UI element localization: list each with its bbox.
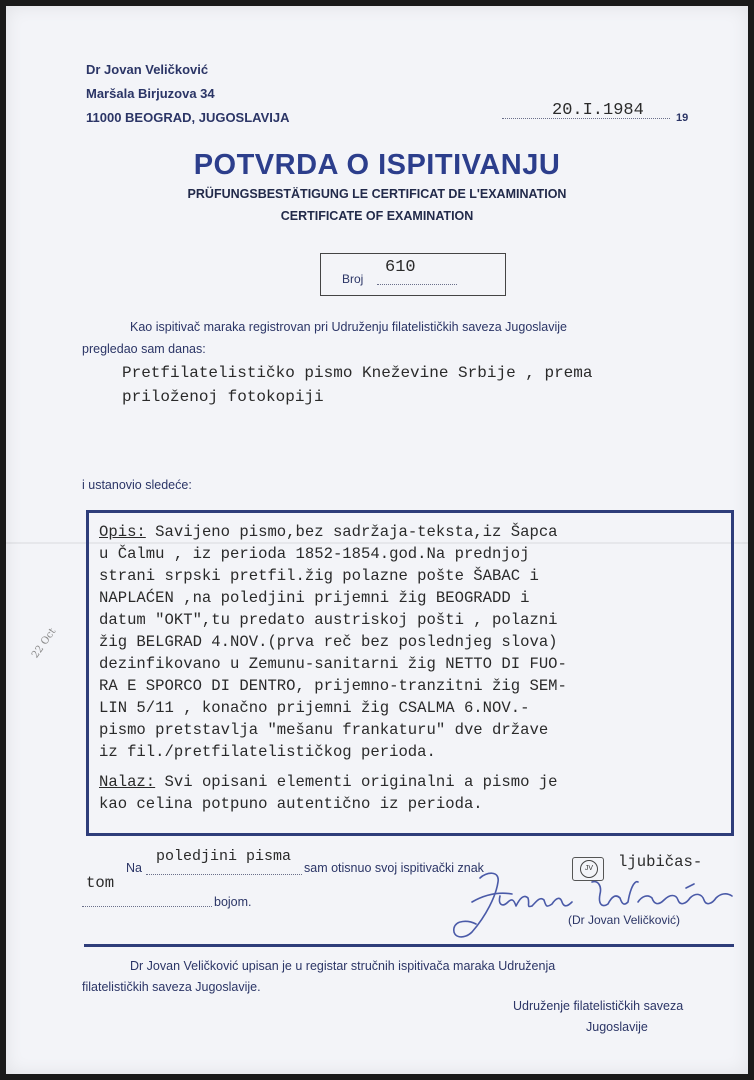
opis-line: pismo pretstavlja "mešanu frankaturu" dve države (99, 721, 549, 739)
sender-name: Dr Jovan Veličković (86, 62, 209, 77)
certificate-number-value: 610 (385, 258, 416, 277)
stamp-color-2: tom (86, 874, 115, 892)
stamp-place-value: poledjini pisma (156, 848, 292, 865)
nalaz-label: Nalaz: (99, 773, 156, 791)
item-line-1: Pretfilatelističko pismo Kneževine Srbije , prema (122, 364, 593, 382)
bojom-label: bojom. (214, 895, 252, 909)
description-box (86, 510, 734, 836)
opis-line: NAPLAĆEN ,na poledjini prijemni žig BEOGRADD i (99, 589, 530, 607)
item-line-2: priloženoj fotokopiji (122, 388, 324, 406)
certificate-page (6, 6, 748, 1074)
footer-org-line-1: Udruženje filatelističkih saveza (513, 999, 684, 1013)
handwritten-signature (442, 864, 742, 944)
stamp-place-dotted-line (146, 874, 302, 875)
certificate-subtitle-english: CERTIFICATE OF EXAMINATION (280, 209, 474, 223)
opis-line: datum "OKT",tu predato austriskoj pošti , polazni (99, 611, 558, 629)
opis-line: žig BELGRAD 4.NOV.(prva reč bez poslednjeg slova) (99, 633, 558, 651)
footer-divider (84, 944, 734, 947)
stamp-text: sam otisnuo svoj ispitivački znak (304, 861, 484, 875)
bojom-dotted-line (82, 906, 212, 907)
certificate-number-box (320, 253, 506, 296)
signature-name: (Dr Jovan Veličković) (568, 913, 681, 927)
nalaz-first-line (99, 773, 558, 791)
certificate-subtitle-multilang: PRÜFUNGSBESTÄTIGUNG LE CERTIFICAT DE L'EXAMINATION (187, 187, 567, 201)
footer-line-2: filatelističkih saveza Jugoslavije. (82, 980, 261, 994)
stamp-na-label: Na (126, 861, 142, 875)
opis-first-text: Savijeno pismo,bez sadržaja-teksta,iz Šapca (145, 523, 558, 541)
opis-line: strani srpski pretfil.žig polazne pošte ŠABAC i (99, 567, 539, 585)
certificate-title: POTVRDA O ISPITIVANJU (193, 149, 561, 181)
date-suffix: 19 (676, 112, 689, 124)
intro-line-2: pregledao sam danas: (82, 342, 206, 356)
number-dotted-line (377, 284, 457, 285)
nalaz-first-text: Svi opisani elementi originalni a pismo je (155, 773, 558, 791)
established-label: i ustanovio sledeće: (82, 478, 192, 492)
footer-org-line-2: Jugoslavije (586, 1020, 648, 1034)
date-value: 20.I.1984 (552, 101, 644, 120)
opis-first-line (99, 523, 558, 541)
opis-label: Opis: (99, 523, 146, 541)
opis-line: iz fil./pretfilatelističkog perioda. (99, 743, 436, 761)
nalaz-second-line: kao celina potpuno autentično iz perioda. (99, 795, 483, 813)
opis-line: dezinfikovano u Zemunu-sanitarni žig NETTO DI FUO- (99, 655, 567, 673)
examiner-stamp-mark: JV (580, 860, 598, 878)
intro-line-1: Kao ispitivač maraka registrovan pri Udruženju filatelističkih saveza Jugoslavije (130, 320, 567, 334)
footer-line-1: Dr Jovan Veličković upisan je u registar stručnih ispitivača maraka Udruženja (130, 959, 556, 973)
margin-pencil-note: 22 Oct (30, 626, 59, 661)
sender-street: Maršala Birjuzova 34 (86, 86, 215, 101)
sender-city: 11000 BEOGRAD, JUGOSLAVIJA (86, 110, 290, 125)
opis-line: LIN 5/11 , konačno prijemni žig CSALMA 6.NOV.- (99, 699, 530, 717)
opis-line: u Čalmu , iz perioda 1852-1854.god.Na prednjoj (99, 545, 530, 563)
opis-line: RA E SPORCO DI DENTRO, prijemno-tranzitni žig SEM- (99, 677, 567, 695)
stamp-color-1: ljubičas- (618, 853, 703, 871)
certificate-number-label: Broj (342, 272, 364, 286)
